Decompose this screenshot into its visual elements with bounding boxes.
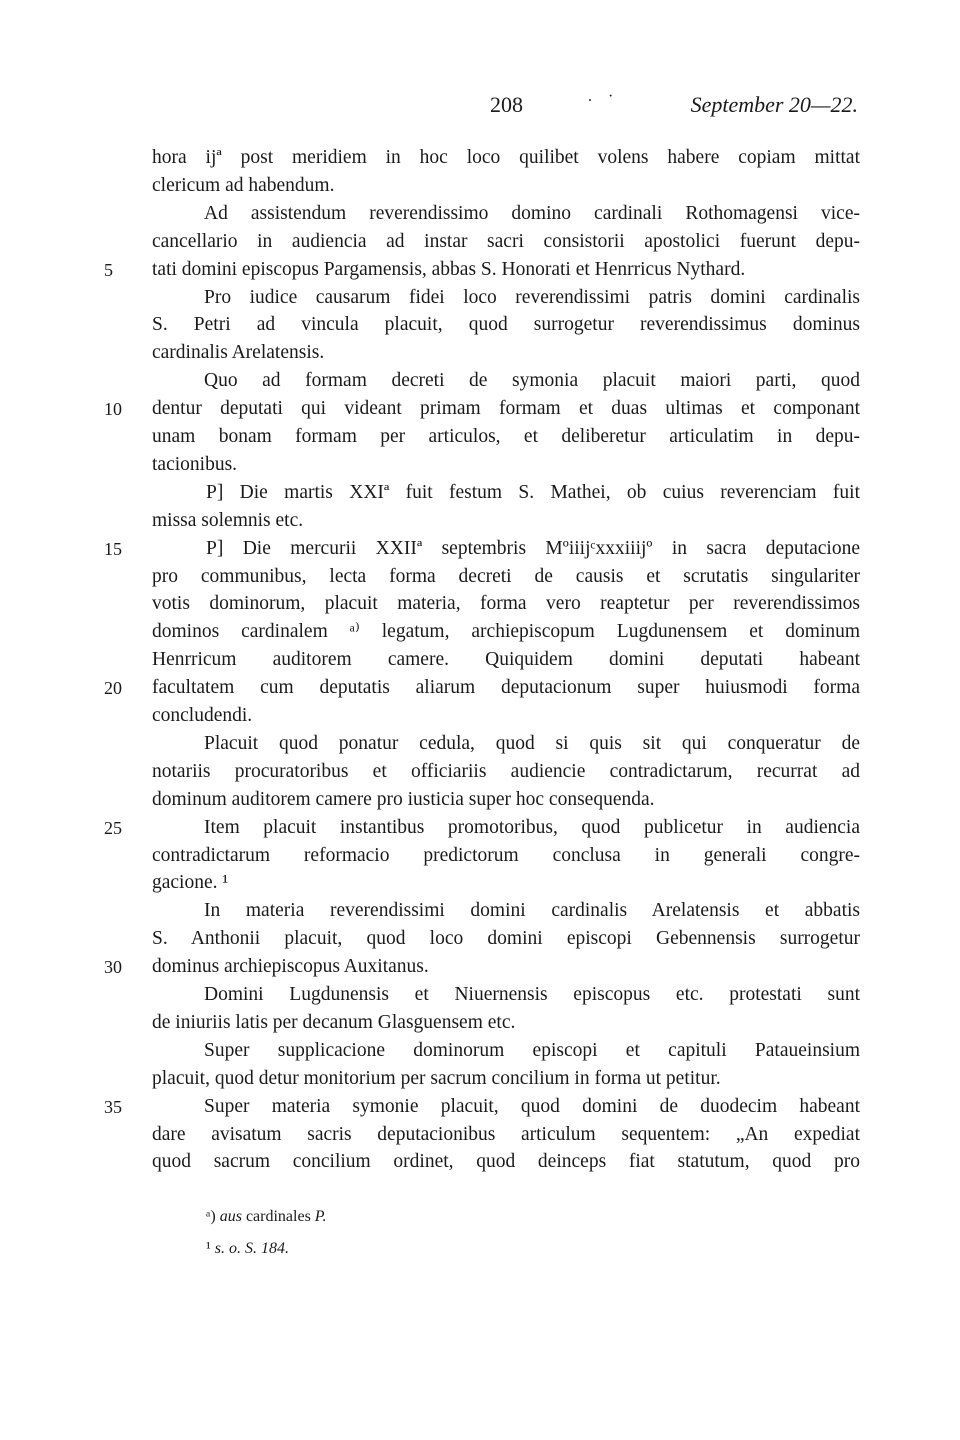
text-line: dominus archiepiscopus Auxitanus. <box>152 956 429 977</box>
text-line: placuit, quod detur monitorium per sacrum concilium in forma ut petitur. <box>152 1068 721 1089</box>
footnote-italic: aus <box>219 1208 242 1225</box>
text-line: hora ijª post meridiem in hoc loco quilibet volens habere copiam mittat <box>152 147 860 168</box>
text-line: In materia reverendissimi domini cardinalis Arelatensis et abbatis <box>204 900 860 921</box>
text-line: missa solemnis etc. <box>152 510 304 531</box>
text-line: Domini Lugdunensis et Niuernensis episcopus etc. protestati sunt <box>204 984 860 1005</box>
text-line: dominum auditorem camere pro iusticia super hoc consequenda. <box>152 789 655 810</box>
text-line: notariis procuratoribus et officiariis audiencie contradictarum, recurrat ad <box>152 761 860 782</box>
footnote-text: cardinales <box>245 1208 311 1225</box>
line-number: 35 <box>104 1097 122 1117</box>
text-line: cardinalis Arelatensis. <box>152 342 325 363</box>
footnote-mark: ᵃ) <box>206 1208 216 1225</box>
line-number: 30 <box>104 957 122 977</box>
text-line: facultatem cum deputatis aliarum deputacionum super huiusmodi forma <box>152 677 860 698</box>
header-dots: . · <box>588 88 620 105</box>
text-line: P] Die martis XXIª fuit festum S. Mathei, ob cuius reverenciam fuit <box>206 482 860 503</box>
text-line: Ad assistendum reverendissimo domino cardinali Rothomagensi vice- <box>204 203 860 224</box>
line-number: 20 <box>104 678 122 698</box>
text-line: Super materia symonie placuit, quod domini de duodecim habeant <box>204 1096 860 1117</box>
line-number: 25 <box>104 818 122 838</box>
page-number: 208 <box>490 92 523 117</box>
text-line: P] Die mercurii XXIIª septembris Mºiiijᶜxxxiiijº in sacra deputacione <box>206 538 860 559</box>
footnote <box>206 1238 289 1260</box>
text-line: cancellario in audiencia ad instar sacri consistorii apostolici fuerunt depu- <box>152 231 860 252</box>
text-line: Placuit quod ponatur cedula, quod si quis sit qui conqueratur de <box>204 733 860 754</box>
text-line: de iniuriis latis per decanum Glasguensem etc. <box>152 1012 516 1033</box>
text-line: dominos cardinalem ᵃ⁾ legatum, archiepiscopum Lugdunensem et dominum <box>152 621 860 642</box>
text-line: Item placuit instantibus promotoribus, quod publicetur in audiencia <box>204 817 860 838</box>
text-line: S. Petri ad vincula placuit, quod surrogetur reverendissimus dominus <box>152 314 860 335</box>
line-number: 5 <box>104 260 113 280</box>
text-line: dentur deputati qui videant primam formam et duas ultimas et componant <box>152 398 860 419</box>
text-line: Quo ad formam decreti de symonia placuit maiori parti, quod <box>204 370 860 391</box>
text-line: gacione. ¹ <box>152 872 229 893</box>
footnote-source: P. <box>314 1208 327 1225</box>
text-line: Super supplicacione dominorum episcopi et capituli Pataueinsium <box>204 1040 860 1061</box>
running-head: September 20—22. <box>690 92 858 117</box>
text-line: unam bonam formam per articulos, et deliberetur articulatim in depu- <box>152 426 860 447</box>
text-line: dare avisatum sacris deputacionibus articulum sequentem: „An expediat <box>152 1124 860 1145</box>
text-line: Pro iudice causarum fidei loco reverendissimi patris domini cardinalis <box>204 287 860 308</box>
text-line: contradictarum reformacio predictorum conclusa in generali congre- <box>152 845 860 866</box>
footnote-italic: s. o. S. 184. <box>214 1240 290 1257</box>
text-line: S. Anthonii placuit, quod loco domini episcopi Gebennensis surrogetur <box>152 928 860 949</box>
page-header <box>152 88 858 126</box>
text-line: Henrricum auditorem camere. Quiquidem domini deputati habeant <box>152 649 860 670</box>
text-line: pro communibus, lecta forma decreti de causis et scrutatis singulariter <box>152 566 860 587</box>
line-number: 15 <box>104 539 122 559</box>
line-number: 10 <box>104 399 122 419</box>
text-line: clericum ad habendum. <box>152 175 335 196</box>
text-line: tati domini episcopus Pargamensis, abbas S. Honorati et Henrricus Nythard. <box>152 259 746 280</box>
text-line: quod sacrum concilium ordinet, quod deinceps fiat statutum, quod pro <box>152 1151 860 1172</box>
footnote-mark: ¹ <box>206 1240 211 1257</box>
footnote <box>206 1206 327 1228</box>
text-line: votis dominorum, placuit materia, forma vero reaptetur per reverendissimos <box>152 593 860 614</box>
text-line: concludendi. <box>152 705 253 726</box>
text-line: tacionibus. <box>152 454 238 475</box>
